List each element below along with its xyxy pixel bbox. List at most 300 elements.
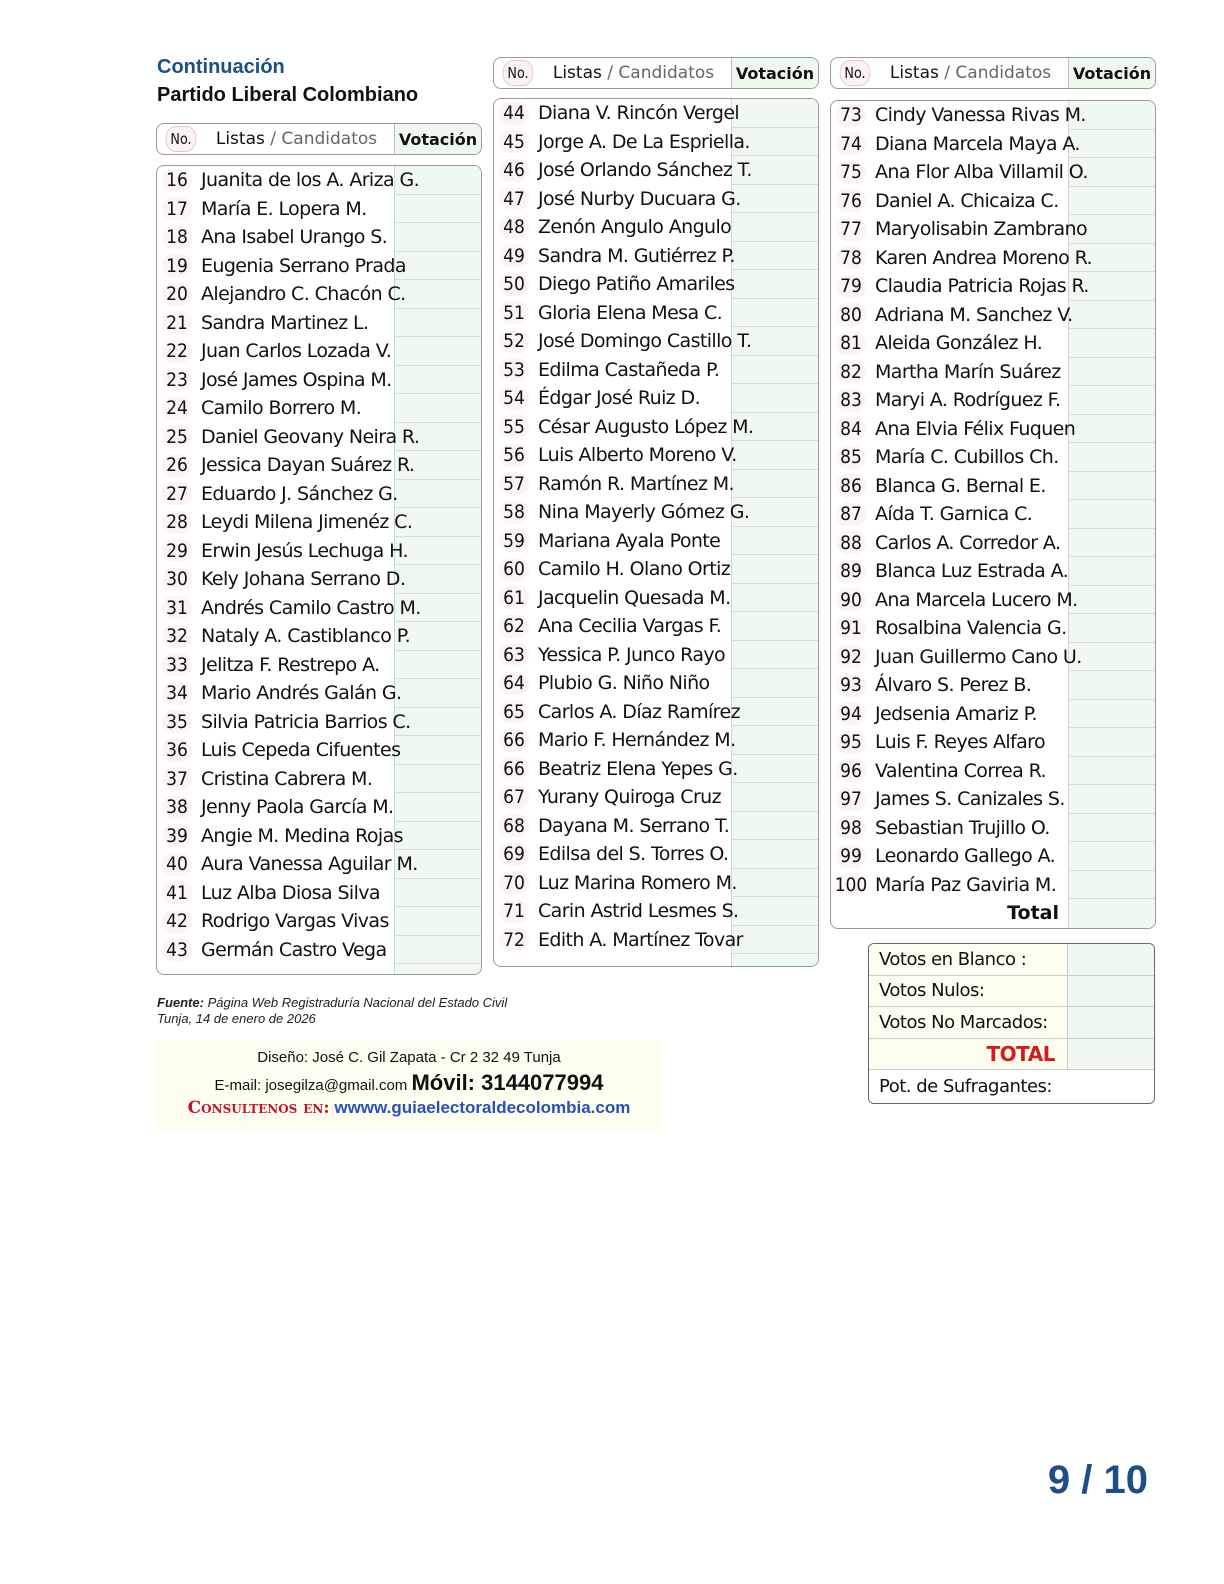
candidate-number: 32 [162, 625, 192, 648]
candidate-name: Blanca G. Bernal E. [875, 474, 1046, 497]
candidate-row [157, 736, 481, 765]
candidate-name: Jelitza F. Restrepo A. [201, 653, 380, 676]
candidate-row [831, 244, 1155, 273]
candidate-number: 81 [836, 332, 866, 355]
header-listas-candidatos: Listas / Candidatos [215, 129, 378, 149]
candidate-row [157, 622, 481, 651]
candidate-name: Beatriz Elena Yepes G. [538, 757, 738, 780]
candidate-row [157, 765, 481, 794]
candidate-row [157, 423, 481, 452]
candidate-name: Yessica P. Junco Rayo [538, 643, 726, 666]
candidate-name: Andrés Camilo Castro M. [201, 596, 421, 619]
email-text: E-mail: josegilza@gmail.com [214, 1077, 412, 1094]
candidate-number: 33 [162, 653, 192, 676]
candidate-name: Germán Castro Vega [201, 938, 387, 961]
votes-blanco-field[interactable] [1067, 944, 1154, 975]
header-no: No. [840, 60, 871, 86]
website-link[interactable]: wwww.guiaelectoraldecolombia.com [329, 1098, 631, 1117]
candidate-name: Luz Alba Diosa Silva [201, 881, 380, 904]
candidate-name: Sebastian Trujillo O. [875, 816, 1050, 839]
page-number: 9 / 10 [1047, 1458, 1148, 1502]
candidate-number: 88 [836, 531, 866, 554]
candidate-name: Édgar José Ruiz D. [538, 387, 701, 410]
candidate-row [494, 755, 818, 784]
candidate-number: 24 [162, 397, 192, 420]
source-note [157, 995, 507, 1027]
candidate-name: Eduardo J. Sánchez G. [201, 482, 398, 505]
candidate-name: Angie M. Medina Rojas [201, 824, 403, 847]
candidate-row [831, 130, 1155, 159]
candidate-row [157, 850, 481, 879]
candidate-name: Silvia Patricia Barrios C. [201, 710, 411, 733]
candidate-number: 57 [499, 472, 529, 495]
candidate-number: 39 [162, 824, 192, 847]
candidate-number: 65 [499, 700, 529, 723]
candidate-name: Aída T. Garnica C. [875, 503, 1033, 526]
candidate-number: 100 [834, 873, 868, 896]
votes-nulos-label: Votos Nulos: [869, 976, 1067, 1007]
mobile-text: Móvil: 3144077994 [411, 1070, 604, 1095]
candidate-number: 53 [499, 358, 529, 381]
candidate-row [831, 158, 1155, 187]
candidate-name: Carlos A. Díaz Ramírez [538, 700, 740, 723]
candidate-number: 40 [162, 853, 192, 876]
votes-no-marcados-field[interactable] [1067, 1007, 1154, 1038]
candidate-row [831, 757, 1155, 786]
candidate-number: 50 [499, 273, 529, 296]
candidate-row [494, 156, 818, 185]
candidate-number: 77 [836, 218, 866, 241]
candidate-row [157, 366, 481, 395]
candidate-number: 30 [162, 568, 192, 591]
candidate-row [494, 299, 818, 328]
candidate-name: Sandra Martinez L. [201, 311, 369, 334]
candidate-row [831, 700, 1155, 729]
continuation-title: Continuación [157, 56, 285, 78]
candidate-number: 49 [499, 244, 529, 267]
contact-line [157, 1070, 661, 1096]
source-date: Tunja, 14 de enero de 2026 [157, 1011, 316, 1026]
candidate-number: 44 [499, 102, 529, 125]
candidate-name: Aura Vanessa Aguilar M. [201, 853, 418, 876]
credits-box [157, 1041, 661, 1133]
candidate-number: 76 [836, 189, 866, 212]
candidate-name: Blanca Luz Estrada A. [875, 560, 1069, 583]
candidate-number: 94 [836, 702, 866, 725]
candidate-name: Aleida González H. [875, 332, 1043, 355]
candidate-row [831, 785, 1155, 814]
candidate-number: 62 [499, 615, 529, 638]
candidate-row [494, 584, 818, 613]
candidate-number: 83 [836, 389, 866, 412]
candidate-number: 55 [499, 415, 529, 438]
candidate-number: 64 [499, 672, 529, 695]
party-title: Partido Liberal Colombiano [157, 84, 419, 106]
candidate-row [831, 557, 1155, 586]
candidate-number: 75 [836, 161, 866, 184]
candidate-row [494, 783, 818, 812]
candidate-row [157, 822, 481, 851]
votes-blanco-label: Votos en Blanco : [869, 944, 1067, 975]
candidate-row [494, 555, 818, 584]
candidate-number: 79 [836, 275, 866, 298]
candidate-number: 27 [162, 482, 192, 505]
candidate-row [494, 413, 818, 442]
candidates-table-col3 [830, 100, 1156, 929]
candidate-number: 69 [499, 843, 529, 866]
candidate-row [494, 185, 818, 214]
candidate-row [157, 337, 481, 366]
candidate-name: Zenón Angulo Angulo [538, 216, 732, 239]
candidate-number: 26 [162, 454, 192, 477]
candidate-name: Kely Johana Serrano D. [201, 568, 406, 591]
candidate-number: 37 [162, 767, 192, 790]
candidate-name: Nataly A. Castiblanco P. [201, 625, 411, 648]
candidate-row [831, 215, 1155, 244]
candidate-row [157, 451, 481, 480]
vote-cell-divider [732, 953, 818, 954]
candidate-number: 28 [162, 511, 192, 534]
candidate-row [831, 187, 1155, 216]
candidate-row [831, 671, 1155, 700]
candidate-row [494, 926, 818, 955]
candidate-number: 98 [836, 816, 866, 839]
candidate-name: James S. Canizales S. [875, 788, 1065, 811]
candidate-number: 52 [499, 330, 529, 353]
candidate-name: Erwin Jesús Lechuga H. [201, 539, 408, 562]
candidate-name: Plubio G. Niño Niño [538, 672, 710, 695]
candidate-row [494, 669, 818, 698]
candidate-name: Diana V. Rincón Vergel [538, 102, 740, 125]
candidate-name: Edilsa del S. Torres O. [538, 843, 729, 866]
candidate-row [831, 814, 1155, 843]
candidate-name: Carlos A. Corredor A. [875, 531, 1061, 554]
candidate-number: 80 [836, 303, 866, 326]
table-header-col3 [830, 57, 1156, 89]
candidate-name: Luis Alberto Moreno V. [538, 444, 737, 467]
candidate-row [831, 358, 1155, 387]
candidate-row [494, 527, 818, 556]
candidate-row [494, 869, 818, 898]
header-no: No. [166, 126, 197, 152]
candidates-table-col1 [156, 165, 482, 975]
candidate-row [494, 242, 818, 271]
candidate-name: Ana Flor Alba Villamil O. [875, 161, 1088, 184]
candidate-number: 34 [162, 682, 192, 705]
candidate-row [494, 441, 818, 470]
candidate-number: 42 [162, 910, 192, 933]
candidate-name: Daniel A. Chicaiza C. [875, 189, 1059, 212]
votes-total-row [869, 1039, 1154, 1071]
candidate-row [831, 329, 1155, 358]
candidate-number: 45 [499, 130, 529, 153]
header-votacion: Votación [731, 58, 818, 88]
design-credit: Diseño: José C. Gil Zapata - Cr 2 32 49 Tunja [257, 1049, 561, 1066]
candidate-row [494, 327, 818, 356]
candidate-row [831, 301, 1155, 330]
candidate-number: 92 [836, 645, 866, 668]
votes-summary-box [868, 943, 1155, 1104]
candidate-row [494, 726, 818, 755]
candidate-row [831, 472, 1155, 501]
header-votacion: Votación [1068, 58, 1155, 88]
candidate-name: Edilma Castañeda P. [538, 358, 720, 381]
vote-cell-divider [395, 963, 481, 964]
candidate-number: 84 [836, 417, 866, 440]
candidate-row [494, 356, 818, 385]
candidate-name: Álvaro S. Perez B. [875, 674, 1032, 697]
candidate-row [157, 936, 481, 965]
candidate-row [831, 415, 1155, 444]
candidate-number: 89 [836, 560, 866, 583]
candidate-number: 43 [162, 938, 192, 961]
candidate-name: Adriana M. Sanchez V. [875, 303, 1073, 326]
votes-total-field[interactable] [1067, 1039, 1154, 1070]
candidate-number: 74 [836, 132, 866, 155]
candidate-name: José Domingo Castillo T. [538, 330, 752, 353]
candidate-row [831, 500, 1155, 529]
candidate-name: José James Ospina M. [201, 368, 392, 391]
candidate-name: Ana Elvia Félix Fuquen [875, 417, 1076, 440]
candidate-row [157, 879, 481, 908]
candidate-name: Rodrigo Vargas Vivas [201, 910, 389, 933]
candidate-number: 61 [499, 586, 529, 609]
candidate-name: Ana Isabel Urango S. [201, 226, 388, 249]
votes-total-label: TOTAL [869, 1039, 1067, 1070]
candidate-number: 54 [499, 387, 529, 410]
consult-line [157, 1098, 661, 1118]
candidate-name: Camilo Borrero M. [201, 397, 362, 420]
candidate-row [157, 708, 481, 737]
candidate-row [831, 386, 1155, 415]
candidate-number: 58 [499, 501, 529, 524]
candidate-number: 22 [162, 340, 192, 363]
candidate-name: Alejandro C. Chacón C. [201, 283, 406, 306]
candidate-row [157, 309, 481, 338]
candidate-row [494, 213, 818, 242]
candidate-name: María Paz Gaviria M. [875, 873, 1057, 896]
candidate-name: Camilo H. Olano Ortiz [538, 558, 731, 581]
votes-blanco-row [869, 944, 1154, 976]
candidate-number: 63 [499, 643, 529, 666]
candidate-name: Jedsenia Amariz P. [875, 702, 1037, 725]
candidate-name: Luis F. Reyes Alfaro [875, 731, 1046, 754]
candidate-number: 56 [499, 444, 529, 467]
candidate-row [494, 812, 818, 841]
candidate-name: María C. Cubillos Ch. [875, 446, 1059, 469]
candidate-row [831, 643, 1155, 672]
votes-nulos-row [869, 976, 1154, 1008]
candidate-name: Sandra M. Gutiérrez P. [538, 244, 735, 267]
candidate-name: Cindy Vanessa Rivas M. [875, 104, 1086, 127]
candidate-row [157, 907, 481, 936]
consult-label: Consultenos en: [187, 1098, 330, 1118]
candidate-name: Yurany Quiroga Cruz [538, 786, 721, 809]
candidate-number: 16 [162, 169, 192, 192]
candidate-row [831, 871, 1155, 900]
candidate-number: 78 [836, 246, 866, 269]
candidate-number: 21 [162, 311, 192, 334]
votes-no-marcados-label: Votos No Marcados: [869, 1007, 1067, 1038]
candidate-name: Jessica Dayan Suárez R. [201, 454, 415, 477]
candidate-name: Juanita de los A. Ariza G. [201, 169, 420, 192]
candidate-row [157, 280, 481, 309]
candidate-name: César Augusto López M. [538, 415, 754, 438]
candidate-row [831, 529, 1155, 558]
candidate-name: José Nurby Ducuara G. [538, 187, 741, 210]
votes-no-marcados-row [869, 1007, 1154, 1039]
candidates-table-col2 [493, 98, 819, 967]
candidate-row [494, 270, 818, 299]
votes-nulos-field[interactable] [1067, 976, 1154, 1007]
candidate-name: Leydi Milena Jimenéz C. [201, 511, 413, 534]
candidate-number: 48 [499, 216, 529, 239]
candidate-name: Eugenia Serrano Prada [201, 254, 406, 277]
candidate-row [157, 651, 481, 680]
candidate-number: 47 [499, 187, 529, 210]
candidate-number: 86 [836, 474, 866, 497]
candidate-number: 51 [499, 301, 529, 324]
candidate-name: Ana Cecilia Vargas F. [538, 615, 722, 638]
candidate-row [157, 166, 481, 195]
candidate-name: Dayana M. Serrano T. [538, 814, 730, 837]
candidate-name: María E. Lopera M. [201, 197, 367, 220]
candidate-name: Karen Andrea Moreno R. [875, 246, 1092, 269]
candidate-number: 97 [836, 788, 866, 811]
table-header-col1 [156, 123, 482, 155]
candidate-name: Diego Patiño Amariles [538, 273, 735, 296]
candidate-number: 71 [499, 900, 529, 923]
table-header-col2 [493, 57, 819, 89]
source-label: Fuente: [157, 995, 204, 1010]
candidate-row [157, 537, 481, 566]
candidate-name: Maryi A. Rodríguez F. [875, 389, 1061, 412]
candidate-row [494, 384, 818, 413]
candidate-name: Luis Cepeda Cifuentes [201, 739, 401, 762]
source-text: Página Web Registraduría Nacional del Estado Civil [203, 995, 508, 1010]
candidate-number: 36 [162, 739, 192, 762]
header-listas-candidatos: Listas / Candidatos [552, 63, 715, 83]
candidate-number: 41 [162, 881, 192, 904]
candidate-row [494, 99, 818, 128]
candidate-row [157, 565, 481, 594]
candidate-number: 17 [162, 197, 192, 220]
candidate-row [157, 594, 481, 623]
candidate-name: Valentina Correa R. [875, 759, 1046, 782]
candidate-number: 68 [499, 814, 529, 837]
candidate-name: Ana Marcela Lucero M. [875, 588, 1078, 611]
candidate-number: 70 [499, 871, 529, 894]
candidate-number: 20 [162, 283, 192, 306]
header-no: No. [503, 60, 534, 86]
candidate-name: Jacquelin Quesada M. [538, 586, 731, 609]
candidate-row [494, 698, 818, 727]
candidate-name: Edith A. Martínez Tovar [538, 928, 743, 951]
candidate-row [831, 586, 1155, 615]
candidate-number: 35 [162, 710, 192, 733]
candidate-row [831, 614, 1155, 643]
candidate-row [494, 641, 818, 670]
candidate-number: 93 [836, 674, 866, 697]
candidate-number: 91 [836, 617, 866, 640]
candidate-name: Mariana Ayala Ponte [538, 529, 721, 552]
candidate-name: Claudia Patricia Rojas R. [875, 275, 1089, 298]
candidate-name: Mario Andrés Galán G. [201, 682, 402, 705]
candidate-row [831, 842, 1155, 871]
candidate-row [831, 272, 1155, 301]
candidate-row [157, 223, 481, 252]
candidate-number: 19 [162, 254, 192, 277]
candidate-number: 95 [836, 731, 866, 754]
candidate-name: Gloria Elena Mesa C. [538, 301, 723, 324]
candidate-name: Mario F. Hernández M. [538, 729, 736, 752]
candidate-row [831, 101, 1155, 130]
candidate-row [157, 195, 481, 224]
candidate-number: 46 [499, 159, 529, 182]
candidate-number: 31 [162, 596, 192, 619]
candidate-number: 66 [499, 729, 529, 752]
candidate-number: 99 [836, 845, 866, 868]
candidate-row [494, 612, 818, 641]
candidate-number: 73 [836, 104, 866, 127]
candidate-number: 60 [499, 558, 529, 581]
candidate-number: 90 [836, 588, 866, 611]
candidate-row [157, 679, 481, 708]
candidate-row [157, 508, 481, 537]
candidate-number: 85 [836, 446, 866, 469]
candidate-name: Luz Marina Romero M. [538, 871, 737, 894]
candidate-name: Diana Marcela Maya A. [875, 132, 1080, 155]
candidate-name: Jorge A. De La Espriella. [538, 130, 750, 153]
candidate-row [494, 840, 818, 869]
candidate-name: Rosalbina Valencia G. [875, 617, 1067, 640]
candidate-row [157, 252, 481, 281]
candidate-row [831, 728, 1155, 757]
candidate-number: 66 [499, 757, 529, 780]
candidate-number: 25 [162, 425, 192, 448]
candidate-row [157, 793, 481, 822]
candidate-name: Martha Marín Suárez [875, 360, 1061, 383]
candidate-name: Nina Mayerly Gómez G. [538, 501, 750, 524]
candidate-number: 18 [162, 226, 192, 249]
candidate-row [494, 470, 818, 499]
candidate-row [831, 443, 1155, 472]
candidate-name: Carin Astrid Lesmes S. [538, 900, 739, 923]
candidate-name: Daniel Geovany Neira R. [201, 425, 420, 448]
candidate-name: Jenny Paola García M. [201, 796, 394, 819]
total-row [831, 899, 1155, 928]
candidate-row [157, 394, 481, 423]
candidate-name: Leonardo Gallego A. [875, 845, 1056, 868]
candidate-number: 59 [499, 529, 529, 552]
candidate-number: 67 [499, 786, 529, 809]
candidate-name: Cristina Cabrera M. [201, 767, 373, 790]
candidate-number: 87 [836, 503, 866, 526]
candidate-number: 23 [162, 368, 192, 391]
header-votacion: Votación [394, 124, 481, 154]
header-listas-candidatos: Listas / Candidatos [889, 63, 1052, 83]
candidate-row [494, 128, 818, 157]
candidate-row [157, 480, 481, 509]
total-label: Total [1007, 902, 1059, 925]
candidate-row [494, 498, 818, 527]
candidate-number: 72 [499, 928, 529, 951]
candidate-row [494, 897, 818, 926]
candidate-name: Maryolisabin Zambrano [875, 218, 1087, 241]
candidate-number: 96 [836, 759, 866, 782]
candidate-name: José Orlando Sánchez T. [538, 159, 752, 182]
candidate-name: Juan Guillermo Cano U. [875, 645, 1082, 668]
